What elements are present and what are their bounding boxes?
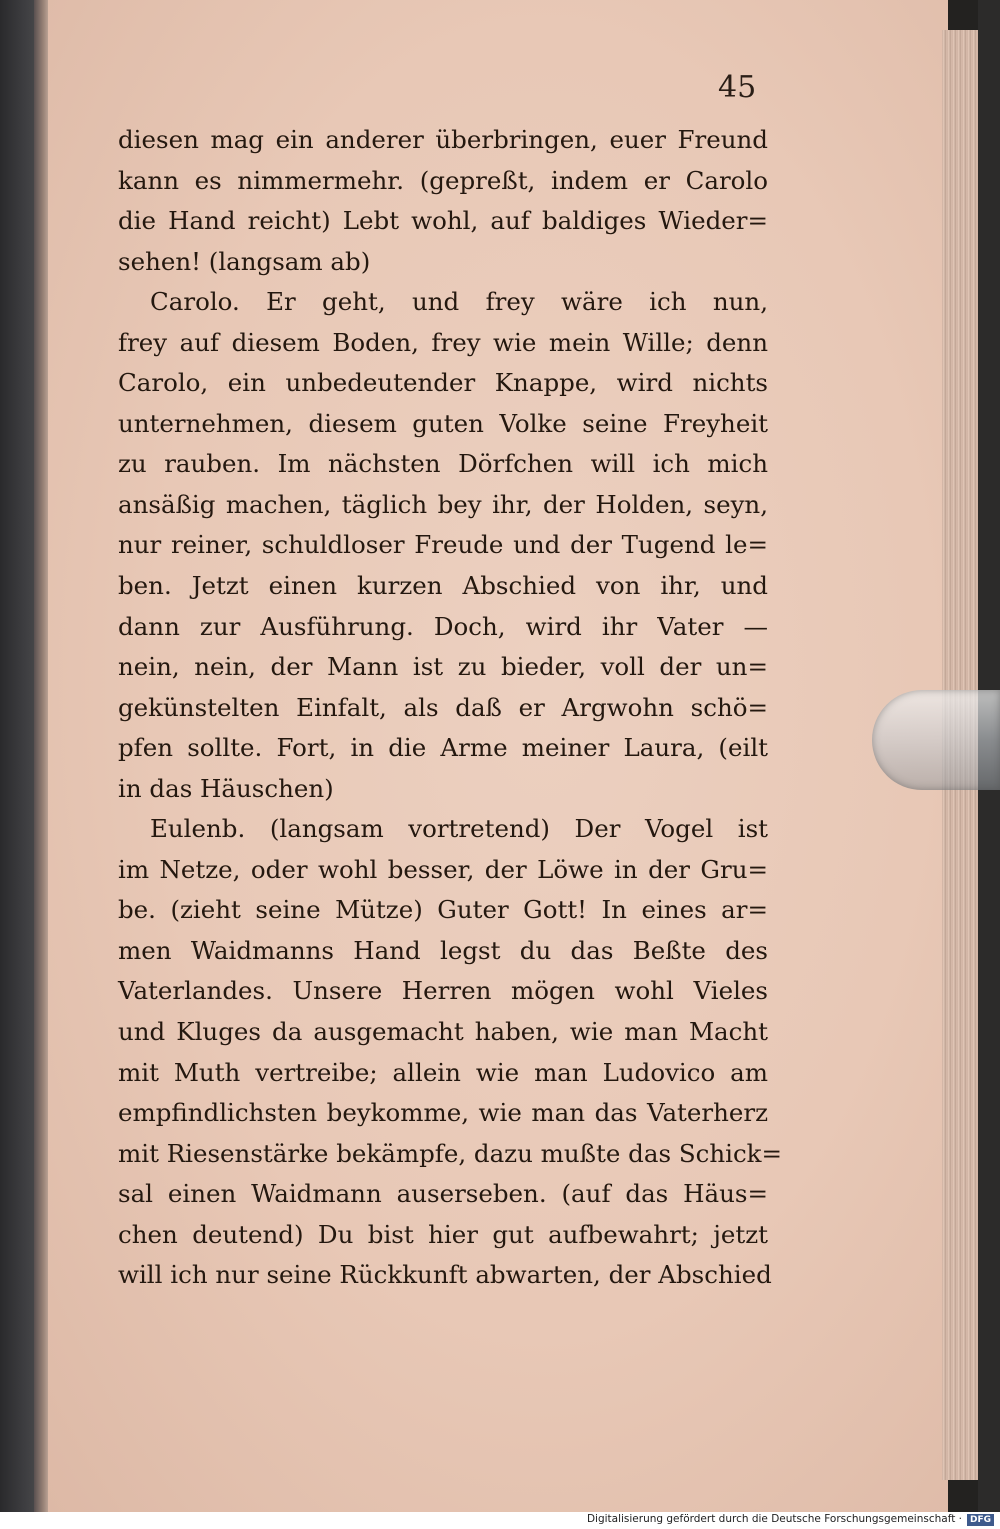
text-line: diesen mag ein anderer überbringen, euer Freund: [118, 125, 768, 154]
text-line: sal einen Waidmann auserseben. (auf das Häus=: [118, 1179, 768, 1209]
text-line: nein, nein, der Mann ist zu bieder, voll der un=: [118, 652, 768, 682]
text-line: Eulenb. (langsam vortretend) Der Vogel ist: [150, 814, 768, 844]
text-line: mit Riesenstärke bekämpfe, dazu mußte das Schick=: [118, 1138, 783, 1168]
text-line: frey auf diesem Boden, frey wie mein Wille; denn: [118, 327, 768, 357]
text-line: men Waidmanns Hand legst du das Beßte des: [118, 935, 768, 965]
text-line: Carolo, ein unbedeutender Knappe, wird nichts: [118, 368, 768, 398]
text-line: und Kluges da ausgemacht haben, wie man Macht: [118, 1017, 768, 1047]
text-line: Vaterlandes. Unsere Herren mögen wohl Vieles: [118, 976, 768, 1006]
text-line: ansäßig machen, täglich bey ihr, der Holden, seyn,: [118, 489, 768, 519]
text-line: be. (zieht seine Mütze) Guter Gott! In eines ar=: [118, 895, 768, 925]
text-line: gekünstelten Einfalt, als daß er Argwohn schö=: [118, 692, 768, 722]
dfg-logo: DFG: [967, 1514, 994, 1526]
text-line: chen deutend) Du bist hier gut aufbewahrt; jetzt: [118, 1219, 768, 1249]
footer-bar: [0, 1512, 1000, 1529]
text-line: im Netze, oder wohl besser, der Löwe in der Gru=: [118, 854, 768, 884]
text-line: in das Häuschen): [118, 773, 334, 803]
text-line: unternehmen, diesem guten Volke seine Freyheit: [118, 408, 768, 438]
text-line: zu rauben. Im nächsten Dörfchen will ich mich: [118, 449, 768, 479]
page-number: 45: [718, 70, 757, 105]
text-line: dann zur Ausführung. Doch, wird ihr Vater —: [118, 611, 768, 641]
text-line: empfindlichsten beykomme, wie man das Vaterherz: [118, 1098, 768, 1128]
text-line: die Hand reicht) Lebt wohl, auf baldiges Wieder=: [118, 206, 768, 236]
text-line: sehen! (langsam ab): [118, 246, 371, 276]
page-clip-holder: [872, 690, 1000, 790]
text-line: nur reiner, schuldloser Freude und der Tugend le=: [118, 530, 768, 560]
text-line: mit Muth vertreibe; allein wie man Ludovico am: [118, 1057, 768, 1087]
page-text: [118, 120, 783, 1296]
funding-notice: Digitalisierung gefördert durch die Deutsche Forschungsgemeinschaft ·: [586, 1513, 962, 1525]
text-line: will ich nur seine Rückkunft abwarten, der Abschied: [118, 1260, 772, 1290]
text-line: kann es nimmermehr. (gepreßt, indem er Carolo: [118, 165, 768, 195]
text-line: pfen sollte. Fort, in die Arme meiner Laura, (eilt: [118, 733, 768, 763]
text-line: ben. Jetzt einen kurzen Abschied von ihr, und: [118, 571, 768, 601]
text-line: Carolo. Er geht, und frey wäre ich nun,: [150, 287, 768, 317]
